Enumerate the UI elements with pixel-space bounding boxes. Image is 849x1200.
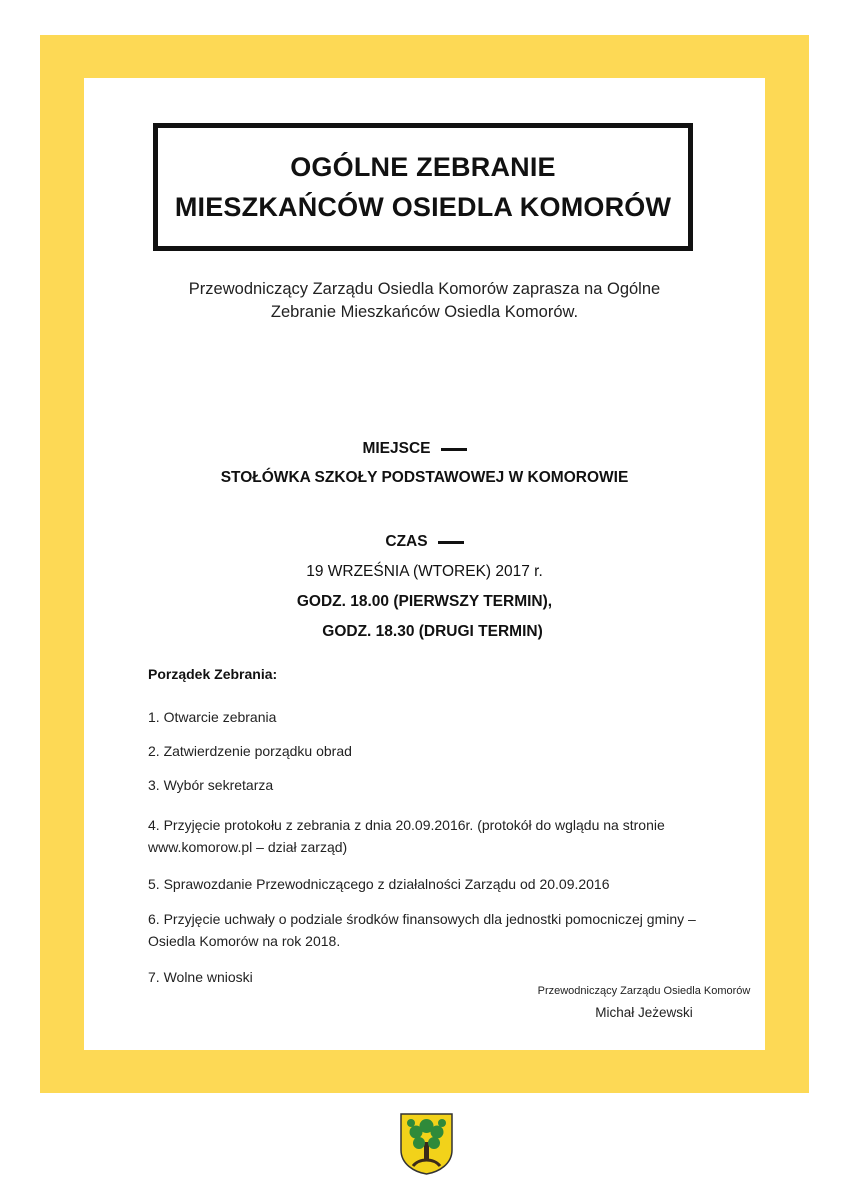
agenda-item: 1. Otwarcie zebrania — [148, 709, 277, 725]
time-second-term: GODZ. 18.30 (DRUGI TERMIN) — [322, 623, 543, 640]
agenda-item: 2. Zatwierdzenie porządku obrad — [148, 743, 352, 759]
agenda-item: 7. Wolne wnioski — [148, 969, 253, 985]
agenda-title: Porządek Zebrania: — [148, 666, 278, 682]
intro-line-1: Przewodniczący Zarządu Osiedla Komorów zaprasza na Ogólne — [188, 280, 661, 298]
title-box — [153, 123, 693, 251]
place-label: MIEJSCE — [362, 440, 431, 457]
yellow-frame — [40, 35, 809, 1093]
coat-of-arms-icon — [399, 1112, 454, 1176]
time-first-term: GODZ. 18.00 (PIERWSZY TERMIN), — [296, 593, 553, 610]
dash-divider — [441, 448, 467, 451]
signature-block — [524, 983, 764, 1023]
intro-line-2: Zebranie Mieszkańców Osiedla Komorów. — [270, 303, 579, 321]
agenda-item: 4. Przyjęcie protokołu z zebrania z dnia 20.09.2016r. (protokół do wglądu na stronie www.komorow.pl – dział zarząd) — [148, 817, 665, 855]
title-line-1: OGÓLNE ZEBRANIE — [290, 152, 556, 182]
agenda-item: 6. Przyjęcie uchwały o podziale środków finansowych dla jednostki pomocniczej gminy – Osiedla Komorów na rok 2018. — [148, 911, 696, 949]
time-date: 19 WRZEŚNIA (WTOREK) 2017 r. — [306, 563, 543, 580]
place-label-row — [64, 440, 765, 458]
intro-text — [124, 278, 725, 324]
title-line-2: MIESZKAŃCÓW OSIEDLA KOMORÓW — [174, 192, 672, 222]
time-label: CZAS — [385, 533, 428, 550]
agenda-item: 5. Sprawozdanie Przewodniczącego z działalności Zarządu od 20.09.2016 — [148, 876, 610, 892]
place-value: STOŁÓWKA SZKOŁY PODSTAWOWEJ W KOMOROWIE — [220, 469, 629, 486]
poster-content — [84, 78, 765, 1050]
signature-name: Michał Jeżewski — [595, 1005, 693, 1020]
time-label-row — [84, 533, 765, 551]
dash-divider — [438, 541, 464, 544]
agenda-item: 3. Wybór sekretarza — [148, 777, 274, 793]
place-section — [84, 440, 765, 487]
signature-role: Przewodniczący Zarządu Osiedla Komorów — [537, 985, 751, 997]
time-section — [84, 533, 765, 641]
